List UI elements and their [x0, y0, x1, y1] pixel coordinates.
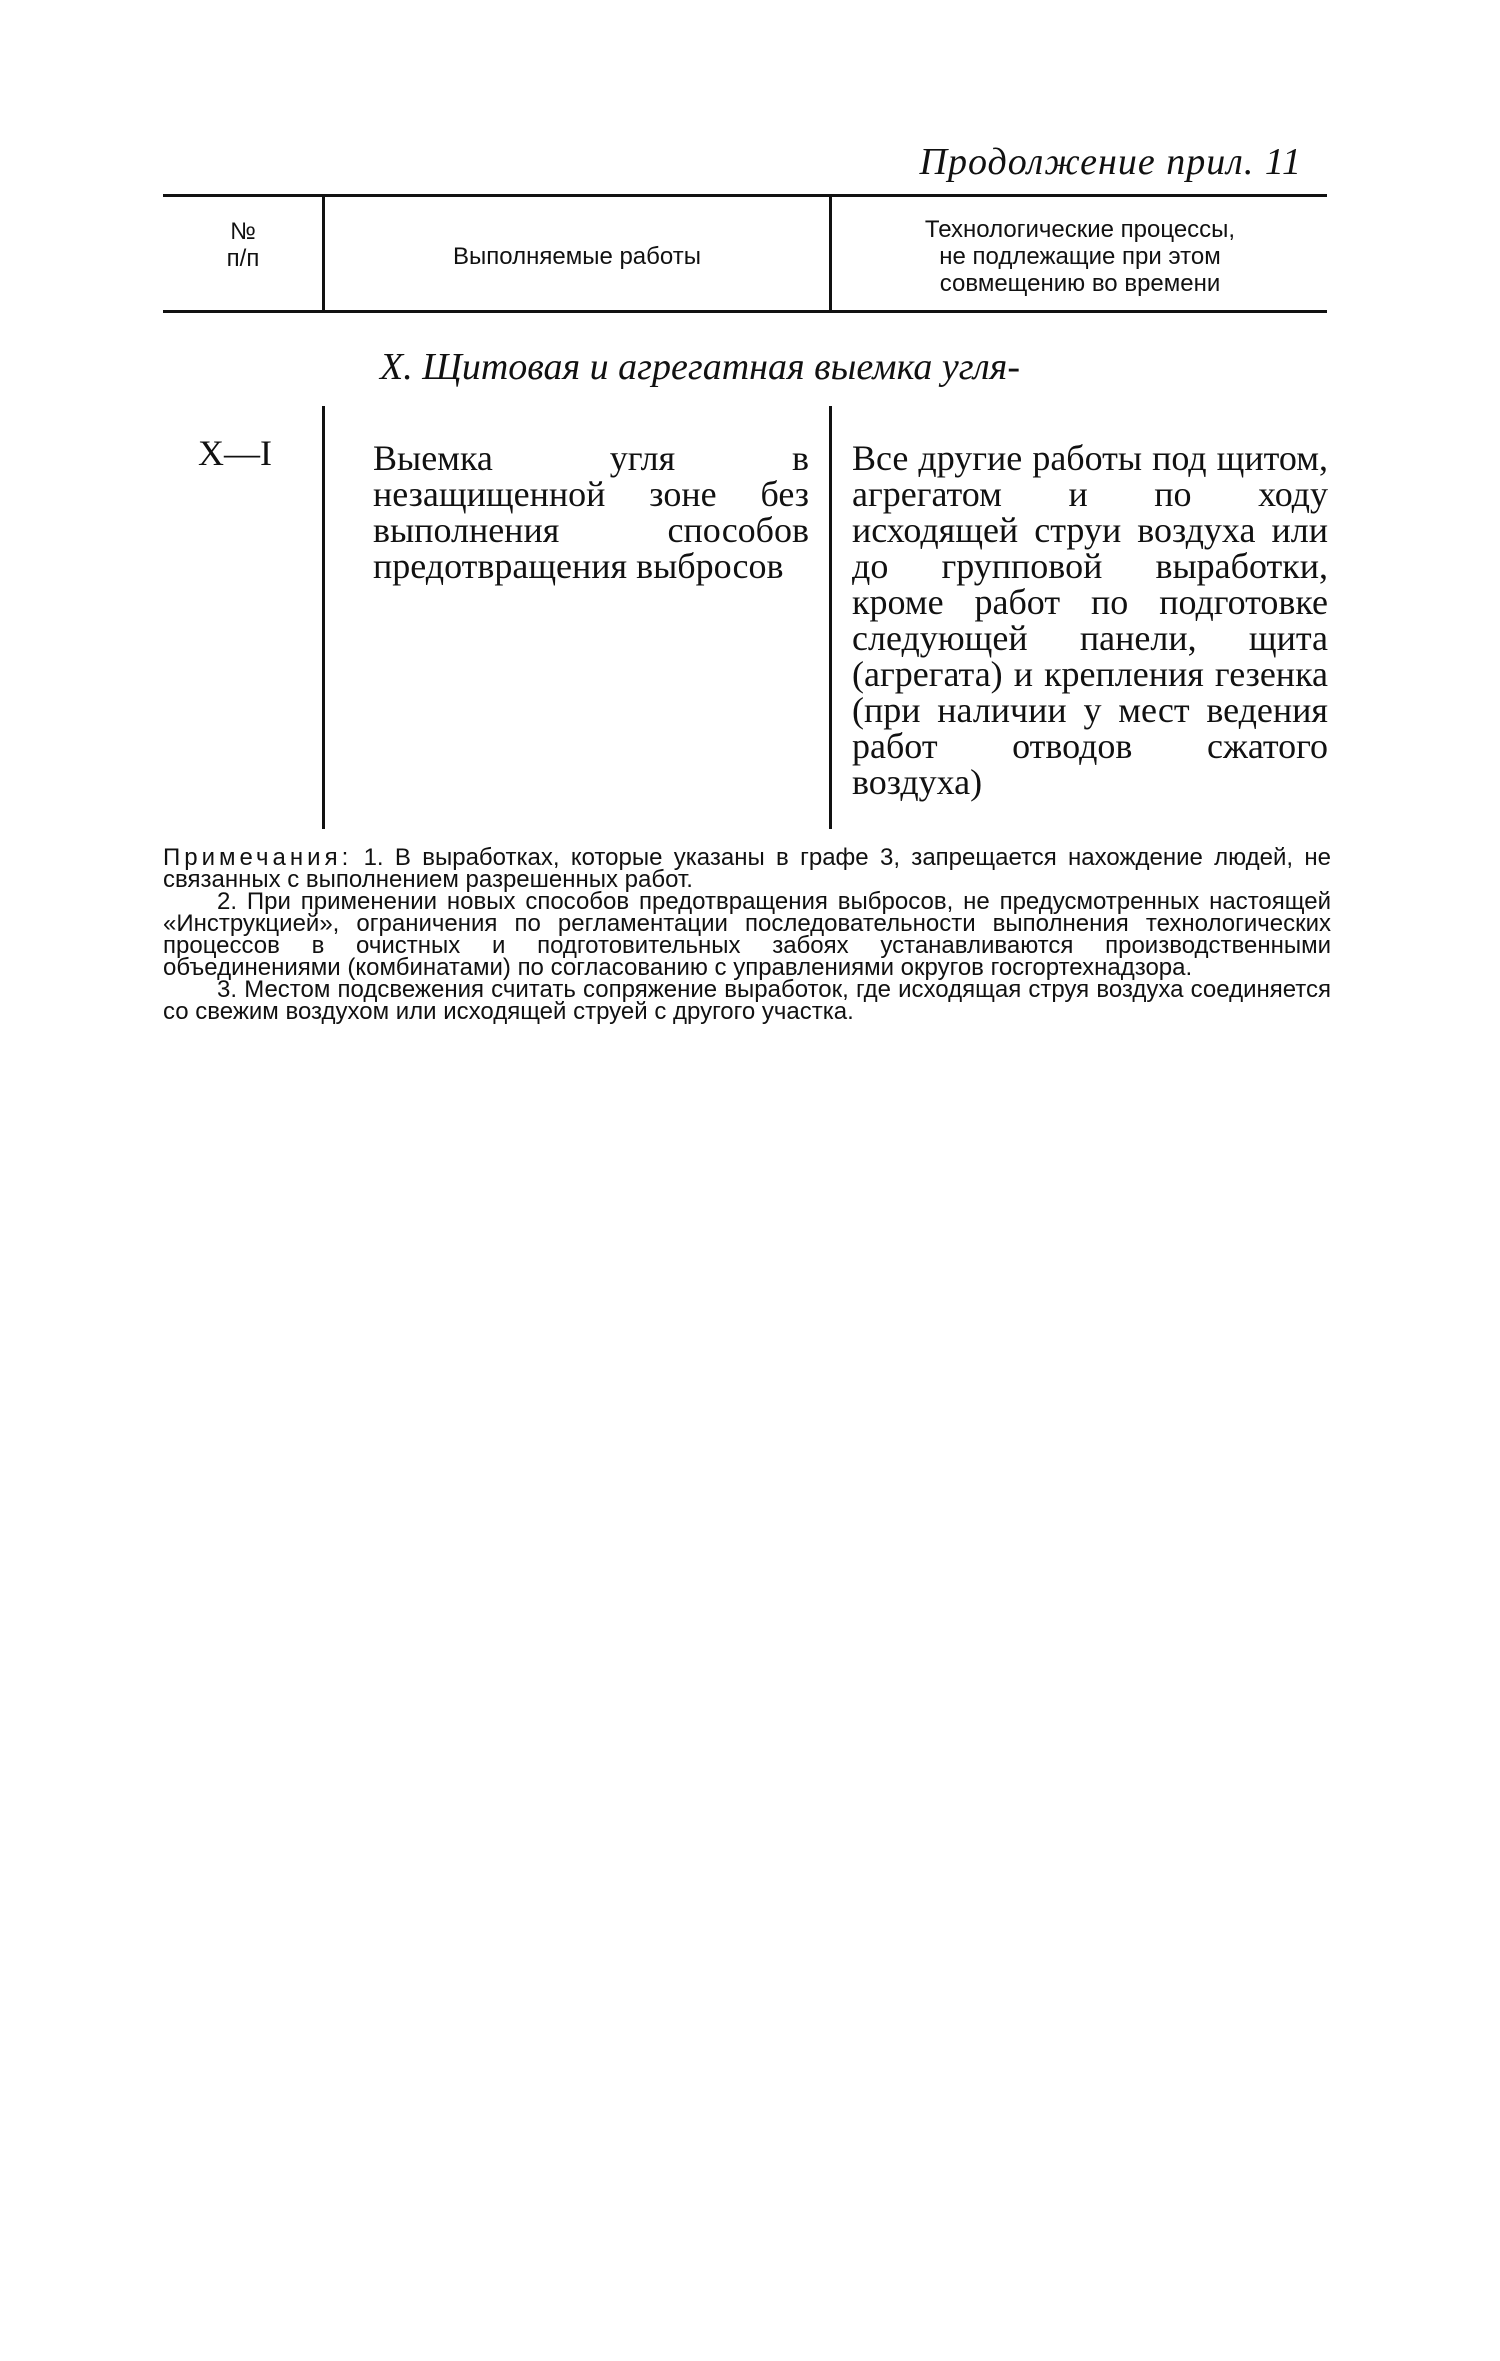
section-title: X. Щитовая и агрегатная выемка угля- [380, 346, 1020, 388]
notes-label: Примечания: [163, 844, 353, 871]
header-bottom-rule [163, 310, 1327, 313]
note-2: 2. При применении новых способов предотвращения выбросов, не предусмотренных настоящей «Инструкцией», ограничения по регламентации последовательности выполнения технологических процессов в очистных и подготовительных забоях устанавливаются производственными объединениями (комбинатами) по согласованию с управлениями округов госгортехнадзора. [163, 888, 1331, 981]
header-divider-1 [322, 196, 325, 310]
row-number: X—I [198, 433, 272, 473]
body-divider-1 [322, 406, 325, 829]
row-processes-cell: Все другие работы под щитом, агрегатом и по ходу исходящей струи воздуха или до групповой выработки, кроме работ по подготовке следующей панели, щита (агрегата) и крепления гезенка (при наличии у мест ведения работ отводов сжатого воздуха) [852, 438, 1328, 802]
header-divider-2 [829, 196, 832, 310]
body-divider-2 [829, 406, 832, 829]
continuation-label: Продолжение прил. 11 [919, 141, 1302, 183]
header-num: № п/п [226, 218, 260, 272]
header-work: Выполняемые работы [453, 243, 701, 270]
note-1-text: 1. В выработках, которые указаны в графе 3, запрещается нахождение людей, не связанных с выполнением разрешенных работ. [163, 844, 1332, 893]
note-1 [163, 844, 1332, 893]
header-processes: Технологические процессы, не подлежащие при этом совмещению во времени [924, 216, 1236, 297]
notes-block [163, 844, 1332, 1025]
row-work-cell: Выемка угля в незащищенной зоне без выполнения способов предотвращения выбросов [373, 438, 809, 586]
note-3: 3. Местом подсвежения считать сопряжение выработок, где исходящая струя воздуха соединяется со свежим воздухом или исходящей струей с другого участка. [163, 976, 1331, 1025]
table-top-rule [163, 194, 1327, 197]
